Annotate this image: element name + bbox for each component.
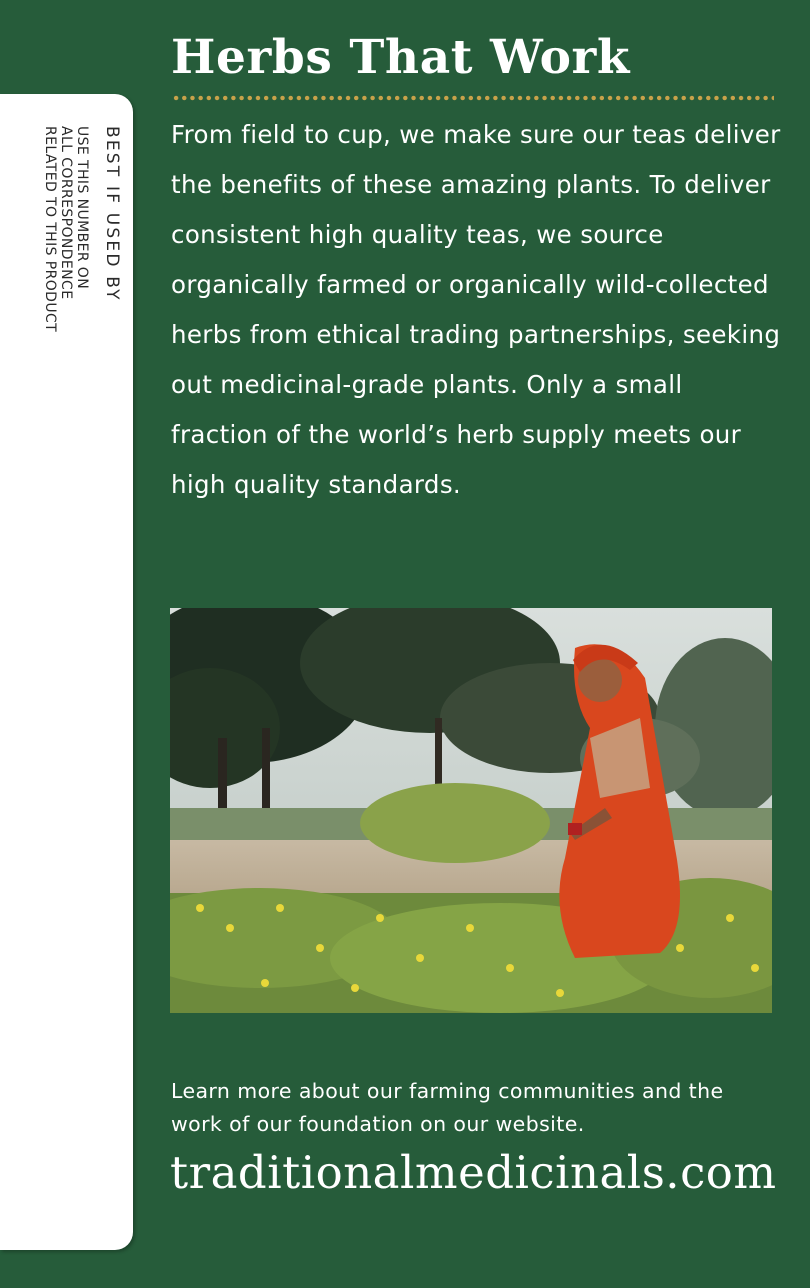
learn-more-text: Learn more about our farming communities and the work of our foundation on our website. [171, 1079, 724, 1136]
correspondence-note-line-3: RELATED TO THIS PRODUCT [42, 126, 58, 333]
website-link[interactable]: traditionalmedicinals.com [170, 1146, 777, 1199]
best-if-used-by-label: BEST IF USED BY [102, 126, 122, 302]
woman-harvesting-herbs-photo [170, 608, 772, 1013]
dotted-divider [172, 95, 774, 101]
page-title: Herbs That Work [171, 30, 631, 85]
correspondence-note-line-1: USE THIS NUMBER ON [74, 126, 90, 290]
body-paragraph: From field to cup, we make sure our teas deliver the benefits of these amazing plants. To deliver consistent high quality teas, we source organically farmed or organically wild-collected herbs from ethical trading partnerships, seeking out medicinal-grade plants. Only a small fraction of the world’s herb supply meets our high quality standards. [171, 120, 781, 499]
correspondence-note-line-2: ALL CORRESPONDENCE [58, 126, 74, 300]
